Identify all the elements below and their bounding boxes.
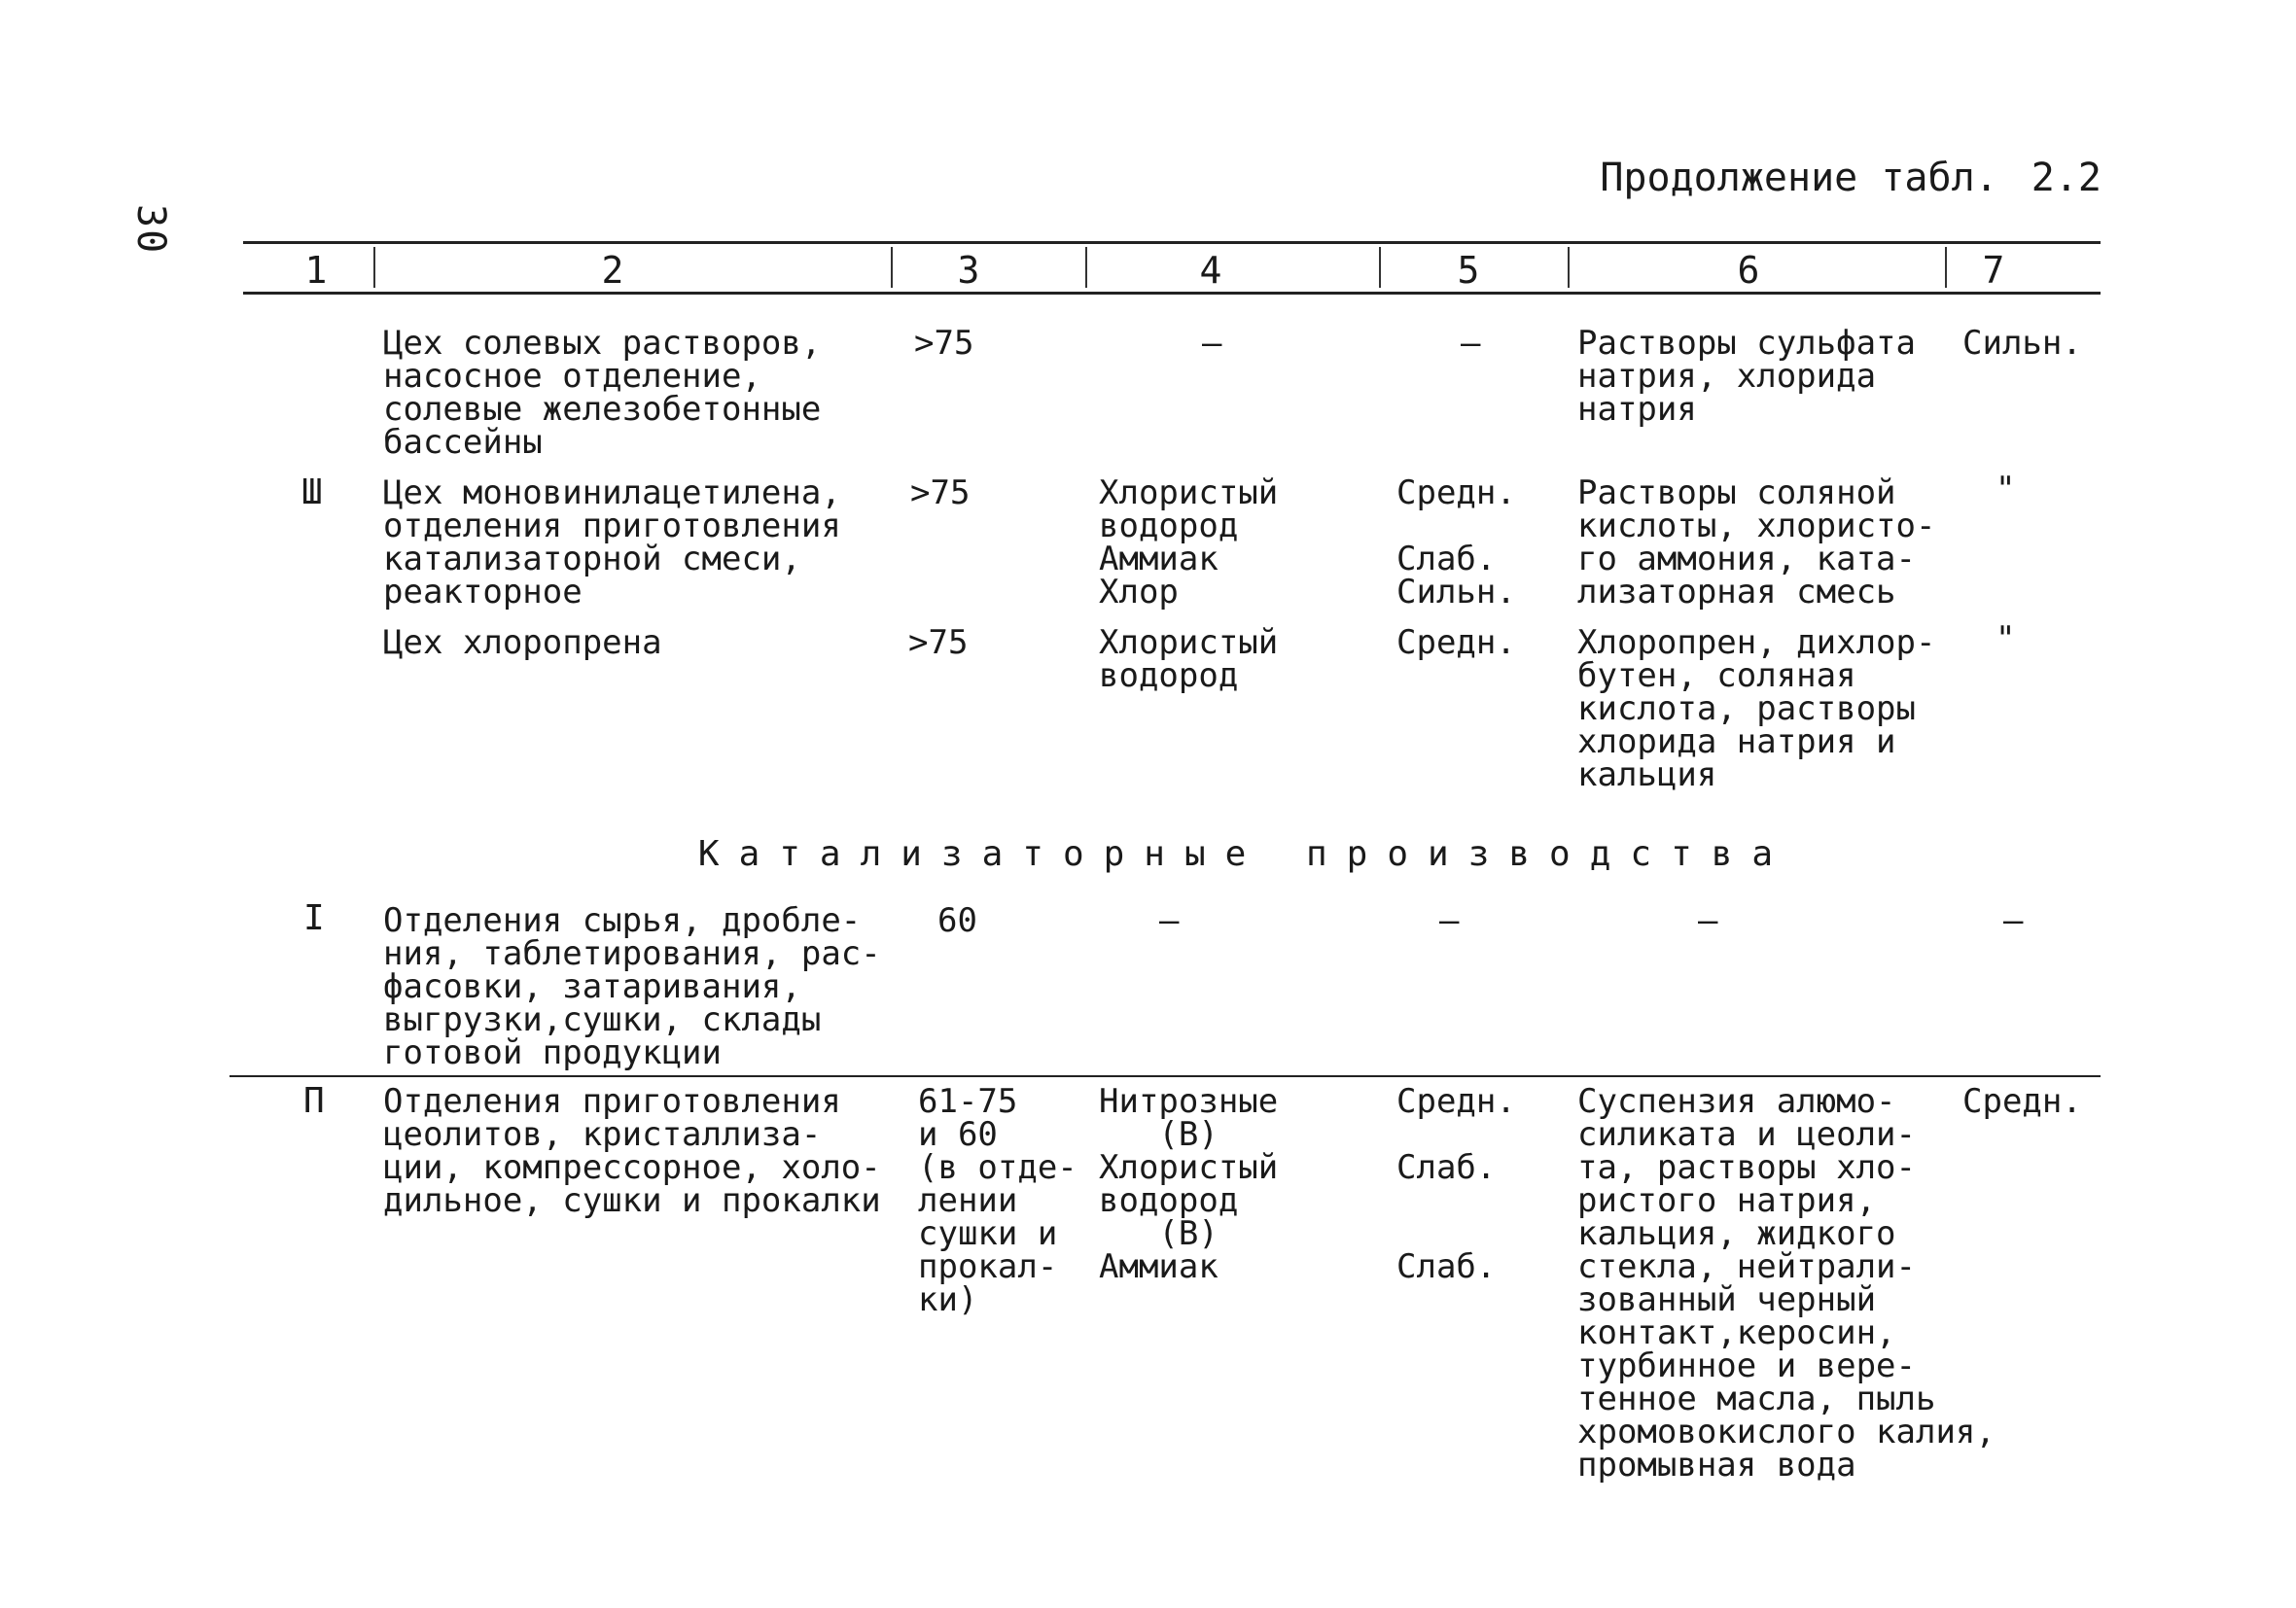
section-title: Катализаторные производства bbox=[697, 834, 1793, 874]
header-top-rule bbox=[243, 241, 2101, 244]
cell-gas: – bbox=[1159, 901, 1180, 940]
cell-liquid: Растворы соляной кислоты, хлористо- го аммония, ката- лизаторная смесь bbox=[1577, 473, 1936, 612]
cell-gas-degree: Средн. Слаб. Слаб. bbox=[1396, 1082, 1516, 1286]
row-divider bbox=[230, 1075, 2101, 1077]
cell-class: П bbox=[303, 1081, 325, 1121]
column-separator bbox=[1085, 247, 1087, 288]
column-number-6: 6 bbox=[1737, 249, 1760, 292]
cell-degree: – bbox=[2003, 901, 2024, 940]
cell-name: Цех хлоропрена bbox=[383, 623, 662, 662]
cell-gas: Нитрозные (В) Хлористый водород (В) Аммиак bbox=[1099, 1082, 1279, 1286]
cell-class: Ш bbox=[301, 472, 323, 512]
column-separator bbox=[373, 247, 375, 288]
cell-temp: >75 bbox=[908, 623, 969, 662]
cell-gas-degree: – bbox=[1461, 324, 1481, 363]
cell-degree: " bbox=[1996, 619, 2016, 658]
caption-text: Продолжение табл. bbox=[1600, 156, 1998, 200]
cell-liquid: Хлоропрен, дихлор- бутен, соляная кислота, растворы хлорида натрия и кальция bbox=[1577, 623, 1936, 794]
cell-gas-degree: Средн. bbox=[1396, 623, 1516, 662]
column-separator bbox=[1568, 247, 1570, 288]
cell-temp: >75 bbox=[914, 324, 974, 363]
cell-class: I bbox=[303, 898, 325, 938]
cell-liquid: – bbox=[1698, 901, 1718, 940]
page-number: 30 bbox=[128, 204, 173, 256]
cell-gas: Хлористый водород Аммиак Хлор bbox=[1099, 473, 1279, 612]
cell-gas-degree: – bbox=[1439, 901, 1460, 940]
header-bottom-rule bbox=[243, 292, 2101, 295]
column-number-2: 2 bbox=[601, 249, 624, 292]
column-number-5: 5 bbox=[1457, 249, 1480, 292]
cell-temp: 61-75 и 60 (в отде- лении сушки и прокал- ки) bbox=[918, 1082, 1077, 1319]
cell-degree: " bbox=[1996, 470, 2016, 508]
cell-liquid: Растворы сульфата натрия, хлорида натрия bbox=[1577, 324, 1916, 429]
column-number-3: 3 bbox=[957, 249, 980, 292]
table-number: 2.2 bbox=[2031, 156, 2102, 200]
cell-liquid: Суспензия алюмо- силиката и цеоли- та, растворы хло- ристого натрия, кальция, жидкого стекла, нейтрали- зованный черный контакт,керосин, турбинное и вере- тенное масла, пыль хромовокислого калия, промывная вода bbox=[1577, 1082, 1996, 1485]
column-separator bbox=[891, 247, 893, 288]
cell-gas: Хлористый водород bbox=[1099, 623, 1279, 695]
column-number-7: 7 bbox=[1982, 249, 2005, 292]
column-number-4: 4 bbox=[1199, 249, 1222, 292]
cell-temp: >75 bbox=[910, 473, 971, 512]
column-number-1: 1 bbox=[304, 249, 328, 292]
cell-gas-degree: Средн. Слаб. Сильн. bbox=[1396, 473, 1516, 612]
cell-gas: – bbox=[1202, 324, 1222, 363]
column-separator bbox=[1379, 247, 1381, 288]
cell-degree: Средн. bbox=[1962, 1082, 2082, 1121]
cell-degree: Сильн. bbox=[1962, 324, 2082, 363]
column-separator bbox=[1945, 247, 1947, 288]
cell-name: Отделения сырья, дробле- ния, таблетирования, рас- фасовки, затаривания, выгрузки,сушки, склады готовой продукции bbox=[383, 901, 881, 1072]
cell-name: Отделения приготовления цеолитов, кристаллиза- ции, компрессорное, холо- дильное, сушки и прокалки bbox=[383, 1082, 881, 1220]
cell-name: Цех моновинилацетилена, отделения приготовления катализаторной смеси, реакторное bbox=[383, 473, 841, 612]
cell-name: Цех солевых растворов, насосное отделение, солевые железобетонные бассейны bbox=[383, 324, 822, 462]
table-caption bbox=[1600, 156, 2102, 200]
cell-temp: 60 bbox=[937, 901, 977, 940]
